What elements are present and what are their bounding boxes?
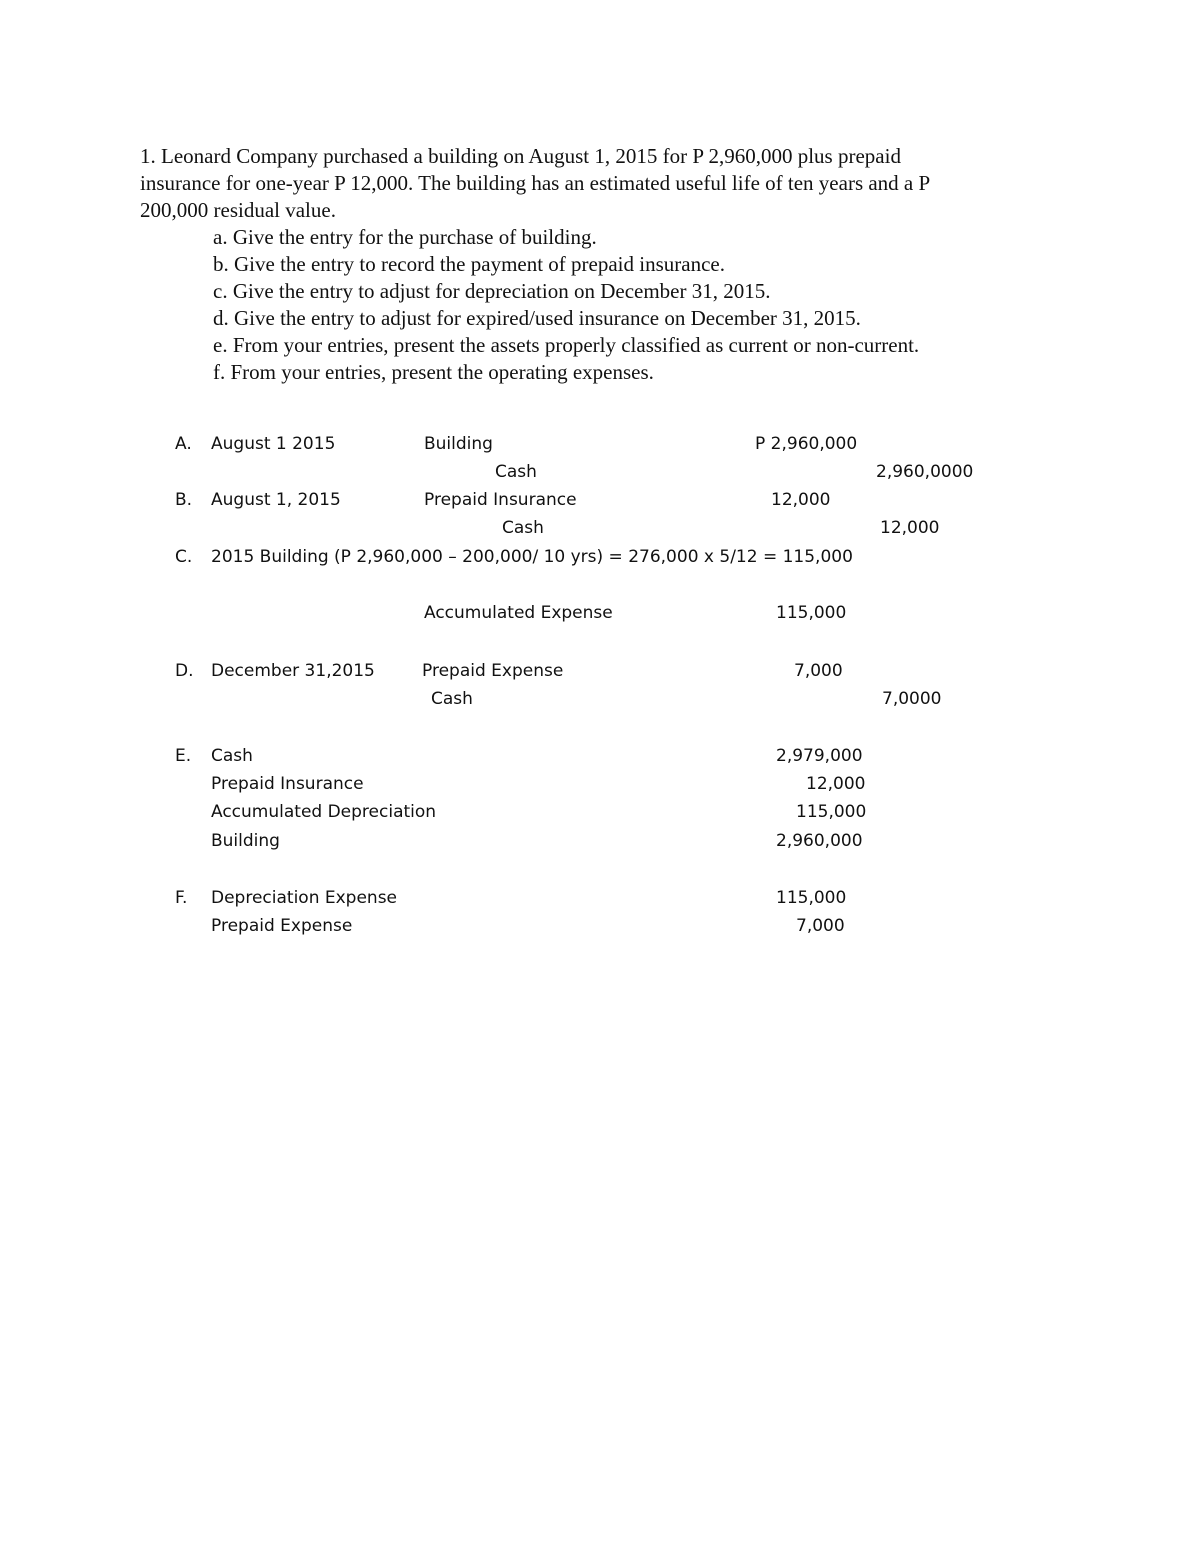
asset-amount: 2,960,000 — [776, 831, 863, 851]
problem-statement — [140, 143, 1040, 386]
asset-amount: 2,979,000 — [776, 746, 863, 766]
answer-c-computation: 2015 Building (P 2,960,000 – 200,000/ 10 yrs) = 276,000 x 5/12 = 115,000 — [211, 547, 853, 567]
requirement-a: a. Give the entry for the purchase of building. — [213, 225, 597, 249]
answer-a-credit-amount: 2,960,0000 — [876, 462, 974, 482]
answer-d-debit-account: Prepaid Expense — [422, 661, 564, 681]
answer-a-debit-amount: P 2,960,000 — [755, 434, 858, 454]
asset-name: Prepaid Insurance — [211, 774, 364, 794]
answer-d-credit-amount: 7,0000 — [882, 689, 942, 709]
answer-d-date: December 31,2015 — [211, 661, 375, 681]
answer-b-credit-account: Cash — [502, 518, 544, 538]
answer-b-date: August 1, 2015 — [211, 490, 341, 510]
problem-line: 200,000 residual value. — [140, 198, 336, 222]
answer-a-credit-account: Cash — [495, 462, 537, 482]
problem-line: 1. Leonard Company purchased a building on August 1, 2015 for P 2,960,000 plus prepaid — [140, 144, 901, 168]
asset-name: Cash — [211, 746, 253, 766]
expense-amount: 115,000 — [776, 888, 847, 908]
asset-name: Building — [211, 831, 280, 851]
answer-f-label: F. — [175, 888, 188, 908]
expense-name: Prepaid Expense — [211, 916, 353, 936]
problem-line: insurance for one-year P 12,000. The building has an estimated useful life of ten years and a P — [140, 171, 931, 195]
answer-a-label: A. — [175, 434, 192, 454]
asset-amount: 115,000 — [796, 802, 867, 822]
asset-name: Accumulated Depreciation — [211, 802, 437, 822]
answer-b-label: B. — [175, 490, 193, 510]
requirement-d: d. Give the entry to adjust for expired/used insurance on December 31, 2015. — [213, 306, 861, 330]
answer-a-debit-account: Building — [424, 434, 493, 454]
answer-c-account: Accumulated Expense — [424, 603, 613, 623]
answer-b-debit-amount: 12,000 — [771, 490, 831, 510]
requirement-e: e. From your entries, present the assets properly classified as current or non-current. — [213, 333, 920, 357]
expense-amount: 7,000 — [796, 916, 845, 936]
requirement-f: f. From your entries, present the operating expenses. — [213, 360, 654, 384]
answer-c-label: C. — [175, 547, 193, 567]
answer-a-date: August 1 2015 — [211, 434, 336, 454]
requirement-c: c. Give the entry to adjust for depreciation on December 31, 2015. — [213, 279, 771, 303]
answer-e-label: E. — [175, 746, 192, 766]
answer-d-debit-amount: 7,000 — [794, 661, 843, 681]
answer-d-label: D. — [175, 661, 194, 681]
answer-b-debit-account: Prepaid Insurance — [424, 490, 577, 510]
requirement-b: b. Give the entry to record the payment of prepaid insurance. — [213, 252, 725, 276]
answer-d-credit-account: Cash — [431, 689, 473, 709]
answer-b-credit-amount: 12,000 — [880, 518, 940, 538]
asset-amount: 12,000 — [806, 774, 866, 794]
expense-name: Depreciation Expense — [211, 888, 398, 908]
answer-c-amount: 115,000 — [776, 603, 847, 623]
